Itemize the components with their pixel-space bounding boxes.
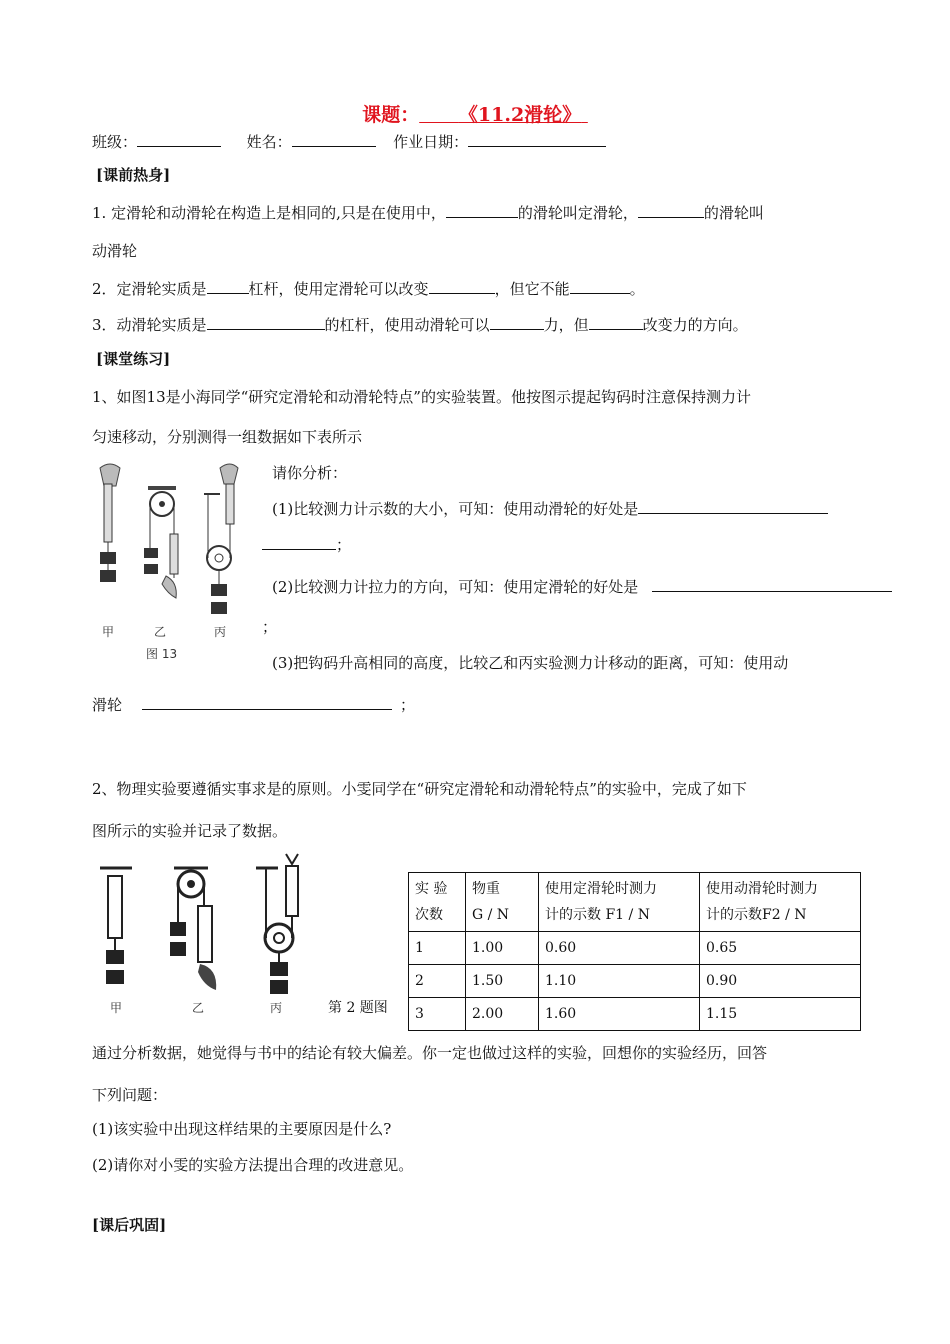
practice-p2-q2: (2)请你对小雯的实验方法提出合理的改进意见。 bbox=[92, 1156, 414, 1174]
fig13-label-yi: 乙 bbox=[154, 625, 167, 639]
table-cell: 1.50 bbox=[466, 965, 539, 998]
fig2-label-yi: 乙 bbox=[192, 1001, 205, 1015]
table-row bbox=[409, 965, 861, 998]
q2-blank-1[interactable] bbox=[207, 279, 249, 294]
fig13-label-jia: 甲 bbox=[102, 625, 115, 639]
section-practice: [课堂练习] bbox=[96, 350, 171, 368]
name-field[interactable] bbox=[292, 132, 376, 147]
table-cell: 1.15 bbox=[700, 998, 861, 1031]
q3-blank-3[interactable] bbox=[589, 315, 643, 330]
practice-p2-after2: 下列问题： bbox=[92, 1086, 168, 1104]
fig13-caption: 图 13 bbox=[146, 647, 178, 661]
section-warmup: [课前热身] bbox=[96, 166, 171, 184]
sub2-blank[interactable] bbox=[652, 577, 892, 592]
sub3-blank[interactable] bbox=[142, 695, 392, 710]
table-cell: 3 bbox=[409, 998, 466, 1031]
figure-2 bbox=[92, 850, 402, 1020]
date-label: 作业日期： bbox=[393, 133, 469, 151]
table-header-cell: 使用定滑轮时测力 计的示数 F1 / N bbox=[539, 873, 700, 932]
page-title bbox=[0, 100, 950, 127]
q1-blank-2[interactable] bbox=[638, 203, 704, 218]
table-header-row bbox=[409, 873, 861, 932]
fig2-caption: 第 2 题图 bbox=[328, 1000, 388, 1016]
sub1-blank[interactable] bbox=[638, 499, 828, 514]
practice-p1-line1: 1、如图13是小海同学“研究定滑轮和动滑轮特点”的实验装置。他按图示提起钩码时注意保持测力计 bbox=[92, 388, 751, 406]
figure-13 bbox=[90, 458, 260, 668]
name-label: 姓名： bbox=[246, 133, 292, 151]
q3-blank-2[interactable] bbox=[490, 315, 544, 330]
table-row bbox=[409, 998, 861, 1031]
table-cell: 0.60 bbox=[539, 932, 700, 965]
fig2-label-bing: 丙 bbox=[270, 1001, 283, 1015]
date-field[interactable] bbox=[468, 132, 606, 147]
q1-blank-1[interactable] bbox=[446, 203, 518, 218]
practice-p2-q1: (1)该实验中出现这样结果的主要原因是什么? bbox=[92, 1120, 392, 1138]
q3-blank-1[interactable] bbox=[207, 315, 325, 330]
table-cell: 1.60 bbox=[539, 998, 700, 1031]
analyze-label: 请你分析： bbox=[272, 464, 348, 482]
practice-sub3: (3)把钩码升高相同的高度，比较乙和丙实验测力计移动的距离，可知：使用动 bbox=[272, 654, 789, 672]
warmup-q1-cont: 动滑轮 bbox=[92, 242, 138, 260]
title-topic: 《11.2滑轮》 bbox=[458, 104, 582, 126]
practice-sub3-cont: 滑轮 ； bbox=[92, 696, 416, 714]
class-label: 班级： bbox=[92, 133, 138, 151]
q2-blank-2[interactable] bbox=[429, 279, 495, 294]
practice-p2-line2: 图所示的实验并记录了数据。 bbox=[92, 822, 288, 840]
table-row bbox=[409, 932, 861, 965]
practice-p2-line1: 2、物理实验要遵循实事求是的原则。小雯同学在“研究定滑轮和动滑轮特点”的实验中，完成了如下 bbox=[92, 780, 747, 798]
table-header-cell: 实 验 次数 bbox=[409, 873, 466, 932]
practice-p1-line2: 匀速移动，分别测得一组数据如下表所示 bbox=[92, 428, 363, 446]
q2-blank-3[interactable] bbox=[570, 279, 630, 294]
fig13-label-bing: 丙 bbox=[214, 625, 227, 639]
practice-sub2-semi: ； bbox=[262, 618, 278, 636]
table-cell: 0.65 bbox=[700, 932, 861, 965]
table-header-cell: 物重 G / N bbox=[466, 873, 539, 932]
practice-p2-after1: 通过分析数据，她觉得与书中的结论有较大偏差。你一定也做过这样的实验，回想你的实验经历，回答 bbox=[92, 1044, 768, 1062]
fig2-label-jia: 甲 bbox=[110, 1001, 123, 1015]
table-cell: 1 bbox=[409, 932, 466, 965]
info-row bbox=[92, 131, 606, 152]
practice-sub1: (1)比较测力计示数的大小，可知：使用动滑轮的好处是 bbox=[272, 498, 828, 519]
section-review: [课后巩固] bbox=[92, 1216, 167, 1234]
table-cell: 1.00 bbox=[466, 932, 539, 965]
class-field[interactable] bbox=[137, 132, 221, 147]
warmup-q1: 1. 定滑轮和动滑轮在构造上是相同的,只是在使用中， 的滑轮叫定滑轮， 的滑轮叫 bbox=[92, 204, 764, 222]
warmup-q2: 2．定滑轮实质是 杠杆，使用定滑轮可以改变 ，但它不能 。 bbox=[92, 280, 645, 298]
table-cell: 1.10 bbox=[539, 965, 700, 998]
warmup-q3: 3．动滑轮实质是 的杠杆，使用动滑轮可以 力，但 改变力的方向。 bbox=[92, 316, 748, 334]
table-cell: 2.00 bbox=[466, 998, 539, 1031]
table-cell: 0.90 bbox=[700, 965, 861, 998]
title-prefix: 课题： bbox=[362, 104, 420, 126]
practice-sub2: (2)比较测力计拉力的方向，可知：使用定滑轮的好处是 bbox=[272, 576, 892, 597]
sub1-blank-2[interactable] bbox=[262, 535, 336, 550]
experiment-table bbox=[408, 872, 861, 1031]
table-header-cell: 使用动滑轮时测力 计的示数F2 / N bbox=[700, 873, 861, 932]
table-cell: 2 bbox=[409, 965, 466, 998]
practice-sub1-cont: ； bbox=[262, 534, 351, 555]
